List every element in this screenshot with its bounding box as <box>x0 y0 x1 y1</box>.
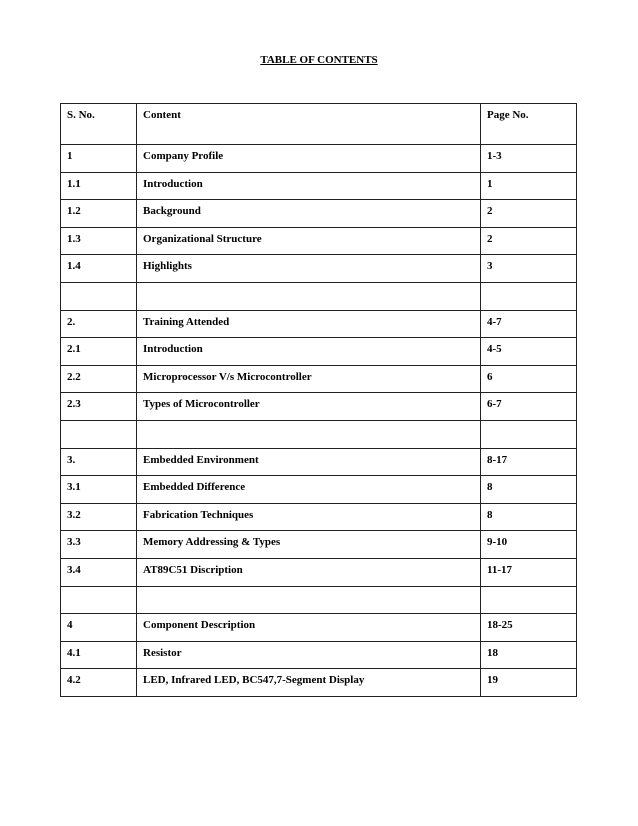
cell-content <box>137 586 481 614</box>
cell-sno: 3.4 <box>61 558 137 586</box>
toc-table <box>60 103 577 697</box>
table-row <box>61 365 577 393</box>
table-row <box>61 558 577 586</box>
table-row <box>61 531 577 559</box>
cell-page-no: 8 <box>481 476 577 504</box>
table-row <box>61 255 577 283</box>
cell-sno: 2.2 <box>61 365 137 393</box>
cell-sno <box>61 420 137 448</box>
cell-page-no: 9-10 <box>481 531 577 559</box>
cell-page-no: 6 <box>481 365 577 393</box>
table-row <box>61 641 577 669</box>
cell-sno: 4.2 <box>61 669 137 697</box>
table-row <box>61 200 577 228</box>
cell-sno: 1.3 <box>61 227 137 255</box>
cell-content: Embedded Environment <box>137 448 481 476</box>
cell-sno: 1.4 <box>61 255 137 283</box>
table-row <box>61 338 577 366</box>
cell-content: AT89C51 Discription <box>137 558 481 586</box>
header-page-no: Page No. <box>481 104 577 145</box>
cell-sno: 4 <box>61 614 137 642</box>
cell-sno: 3.3 <box>61 531 137 559</box>
cell-content: Introduction <box>137 338 481 366</box>
toc-body <box>61 145 577 697</box>
cell-page-no <box>481 282 577 310</box>
cell-page-no: 1 <box>481 172 577 200</box>
cell-sno: 2.3 <box>61 393 137 421</box>
cell-content <box>137 282 481 310</box>
table-row <box>61 420 577 448</box>
cell-page-no: 4-7 <box>481 310 577 338</box>
cell-sno: 3.1 <box>61 476 137 504</box>
header-sno: S. No. <box>61 104 137 145</box>
cell-sno: 3. <box>61 448 137 476</box>
cell-content: Highlights <box>137 255 481 283</box>
cell-page-no: 8 <box>481 503 577 531</box>
cell-page-no: 19 <box>481 669 577 697</box>
cell-content: Types of Microcontroller <box>137 393 481 421</box>
cell-page-no: 18-25 <box>481 614 577 642</box>
table-row <box>61 586 577 614</box>
cell-content: Component Description <box>137 614 481 642</box>
cell-sno: 1 <box>61 145 137 173</box>
table-row <box>61 145 577 173</box>
table-row <box>61 669 577 697</box>
cell-sno: 1.2 <box>61 200 137 228</box>
cell-content: Introduction <box>137 172 481 200</box>
cell-content: Company Profile <box>137 145 481 173</box>
cell-sno: 2. <box>61 310 137 338</box>
cell-content: Embedded Difference <box>137 476 481 504</box>
cell-content: Fabrication Techniques <box>137 503 481 531</box>
cell-page-no: 1-3 <box>481 145 577 173</box>
cell-content: Memory Addressing & Types <box>137 531 481 559</box>
table-row <box>61 476 577 504</box>
table-row <box>61 227 577 255</box>
cell-page-no <box>481 420 577 448</box>
table-row <box>61 448 577 476</box>
table-row <box>61 310 577 338</box>
cell-content: LED, Infrared LED, BC547,7-Segment Display <box>137 669 481 697</box>
table-row <box>61 503 577 531</box>
cell-page-no: 18 <box>481 641 577 669</box>
table-row <box>61 614 577 642</box>
cell-page-no: 11-17 <box>481 558 577 586</box>
cell-sno: 1.1 <box>61 172 137 200</box>
cell-content: Organizational Structure <box>137 227 481 255</box>
table-row <box>61 282 577 310</box>
cell-sno <box>61 586 137 614</box>
cell-content <box>137 420 481 448</box>
cell-content: Resistor <box>137 641 481 669</box>
table-row <box>61 393 577 421</box>
page-title: TABLE OF CONTENTS <box>260 54 378 66</box>
toc-header-row <box>61 104 577 145</box>
header-content: Content <box>137 104 481 145</box>
cell-page-no: 6-7 <box>481 393 577 421</box>
cell-sno <box>61 282 137 310</box>
cell-sno: 4.1 <box>61 641 137 669</box>
cell-page-no: 4-5 <box>481 338 577 366</box>
cell-sno: 2.1 <box>61 338 137 366</box>
cell-page-no: 8-17 <box>481 448 577 476</box>
cell-content: Background <box>137 200 481 228</box>
cell-sno: 3.2 <box>61 503 137 531</box>
cell-content: Training Attended <box>137 310 481 338</box>
cell-page-no: 2 <box>481 227 577 255</box>
table-row <box>61 172 577 200</box>
cell-page-no <box>481 586 577 614</box>
cell-page-no: 3 <box>481 255 577 283</box>
cell-page-no: 2 <box>481 200 577 228</box>
cell-content: Microprocessor V/s Microcontroller <box>137 365 481 393</box>
